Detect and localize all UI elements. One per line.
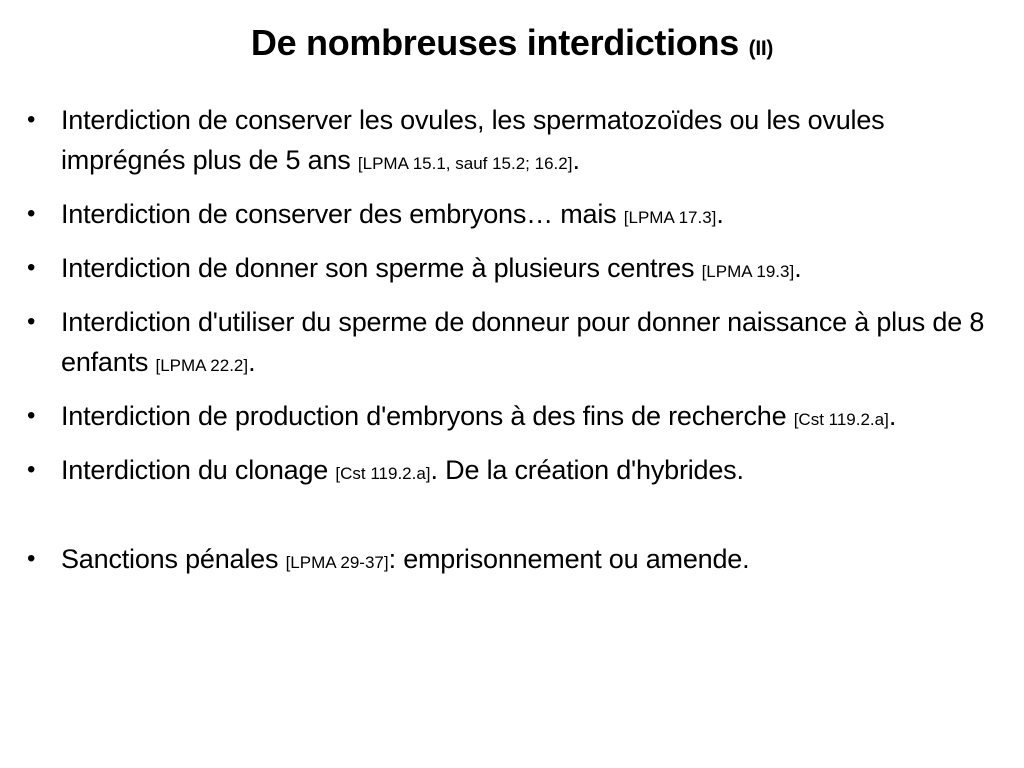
bullet-text: Interdiction de conserver les ovules, les spermatozoïdes ou les ovules imprégnés plus de 5 ans xyxy=(61,105,885,175)
bullet-icon: • xyxy=(27,200,36,227)
bullet-text: Interdiction du clonage xyxy=(61,455,329,485)
bullet-icon: • xyxy=(27,545,36,572)
bullet-icon: • xyxy=(27,456,36,483)
bullet-reference: [Cst 119.2.a] xyxy=(335,464,431,483)
bullet-list xyxy=(22,100,1012,593)
bullet-item xyxy=(22,539,1012,583)
title-suffix: (II) xyxy=(748,37,774,60)
bullet-trailing-text: . xyxy=(794,253,802,283)
title-text: De nombreuses interdictions xyxy=(250,22,739,63)
bullet-trailing-text: . xyxy=(248,347,256,377)
bullet-text: Interdiction de production d'embryons à des fins de recherche xyxy=(61,401,787,431)
bullet-reference: [LPMA 29-37] xyxy=(285,553,389,572)
bullet-trailing-text: : emprisonnement ou amende. xyxy=(388,544,750,574)
bullet-reference: [Cst 119.2.a] xyxy=(793,410,889,429)
bullet-reference: [LPMA 17.3] xyxy=(623,208,717,227)
bullet-trailing-text: . xyxy=(716,199,724,229)
bullet-item xyxy=(22,396,1012,440)
bullet-item xyxy=(22,248,1012,292)
bullet-trailing-text: . xyxy=(572,145,580,175)
bullet-reference: [LPMA 19.3] xyxy=(701,262,795,281)
bullet-icon: • xyxy=(27,402,36,429)
bullet-text: Interdiction de donner son sperme à plusieurs centres xyxy=(61,253,695,283)
bullet-icon: • xyxy=(27,106,36,133)
slide-title xyxy=(0,22,1024,64)
bullet-icon: • xyxy=(27,308,36,335)
bullet-item xyxy=(22,302,1012,386)
bullet-item xyxy=(22,450,1012,494)
bullet-reference: [LPMA 22.2] xyxy=(155,356,249,375)
bullet-icon: • xyxy=(27,254,36,281)
bullet-trailing-text: . xyxy=(888,401,897,431)
bullet-text: Interdiction d'utiliser du sperme de donneur pour donner naissance à plus de 8 enfants xyxy=(61,307,985,377)
bullet-reference: [LPMA 15.1, sauf 15.2; 16.2] xyxy=(357,154,573,173)
bullet-item xyxy=(22,100,1012,184)
bullet-text: Sanctions pénales xyxy=(61,544,279,574)
bullet-trailing-text: . De la création d'hybrides. xyxy=(430,455,744,485)
bullet-item xyxy=(22,194,1012,238)
bullet-text: Interdiction de conserver des embryons… mais xyxy=(61,199,617,229)
